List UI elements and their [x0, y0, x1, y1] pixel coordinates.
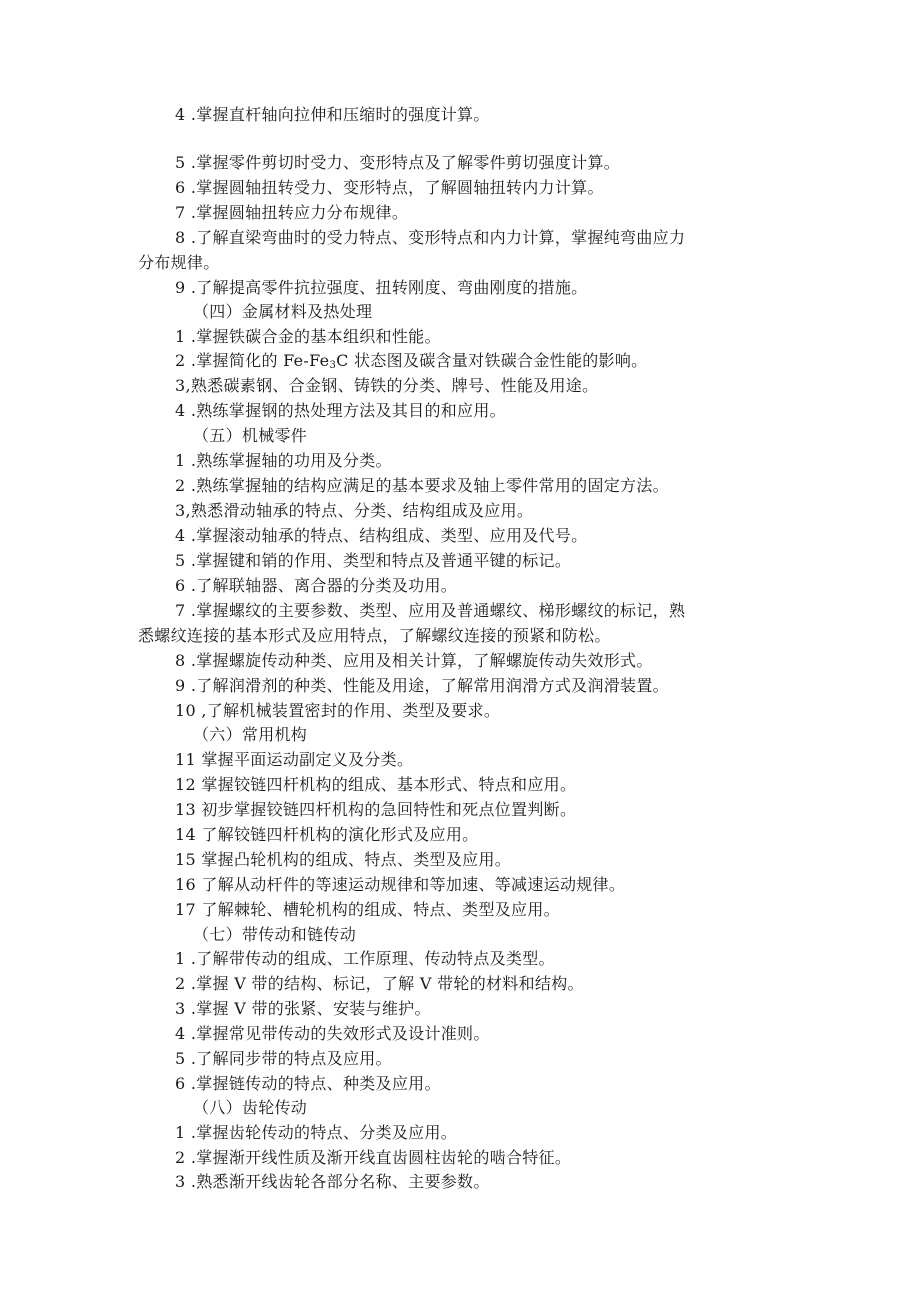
text-line: 1 .掌握铁碳合金的基本组织和性能。	[175, 327, 441, 346]
text-line: 悉螺纹连接的基本形式及应用特点，了解螺纹连接的预紧和防松。	[138, 626, 611, 645]
text-line: 4 .掌握常见带传动的失效形式及设计准则。	[175, 1024, 490, 1043]
text-line: 4 .掌握滚动轴承的特点、结构组成、类型、应用及代号。	[175, 526, 588, 545]
text-line: 5 .掌握零件剪切时受力、变形特点及了解零件剪切强度计算。	[175, 153, 621, 172]
text-line: 7 .掌握螺纹的主要参数、类型、应用及普通螺纹、梯形螺纹的标记，熟	[175, 601, 686, 620]
text-line: 7 .掌握圆轴扭转应力分布规律。	[175, 203, 409, 222]
text-line: 3 .掌握 V 带的张紧、安装与维护。	[175, 999, 431, 1018]
text-line: 9 .了解润滑剂的种类、性能及用途，了解常用润滑方式及润滑装置。	[175, 676, 669, 695]
text-line: 10 ,了解机械装置密封的作用、类型及要求。	[175, 701, 501, 720]
text-line: 5 .了解同步带的特点及应用。	[175, 1049, 392, 1068]
text-line: 4 .熟练掌握钢的热处理方法及其目的和应用。	[175, 401, 506, 420]
text-line: 2 .掌握 V 带的结构、标记，了解 V 带轮的材料和结构。	[175, 974, 584, 993]
text-line: 12 掌握铰链四杆机构的组成、基本形式、特点和应用。	[175, 775, 577, 794]
text-line: 4 .掌握直杆轴向拉伸和压缩时的强度计算。	[175, 105, 490, 124]
subscript: 3	[329, 360, 337, 371]
text-line: 13 初步掌握铰链四杆机构的急回特性和死点位置判断。	[175, 800, 577, 819]
section-heading: （四）金属材料及热处理	[193, 302, 373, 321]
section-heading: （八）齿轮传动	[193, 1098, 308, 1117]
text-line: 16 了解从动杆件的等速运动规律和等加速、等减速运动规律。	[175, 875, 626, 894]
text-line: 15 掌握凸轮机构的组成、特点、类型及应用。	[175, 850, 512, 869]
text-line: 分布规律。	[138, 253, 220, 272]
text-line: 2 .熟练掌握轴的结构应满足的基本要求及轴上零件常用的固定方法。	[175, 476, 669, 495]
text-line: 17 了解棘轮、槽轮机构的组成、特点、类型及应用。	[175, 900, 560, 919]
text-line: 6 .了解联轴器、离合器的分类及功用。	[175, 576, 458, 595]
text-line: 3,熟悉碳素钢、合金钢、铸铁的分类、牌号、性能及用途。	[175, 376, 599, 395]
text-fragment: 2 .掌握简化的 Fe-Fe	[175, 351, 330, 370]
text-line: 6 .掌握链传动的特点、种类及应用。	[175, 1074, 441, 1093]
text-line: 6 .掌握圆轴扭转受力、变形特点，了解圆轴扭转内力计算。	[175, 178, 604, 197]
text-line: 3,熟悉滑动轴承的特点、分类、结构组成及应用。	[175, 501, 534, 520]
text-line	[175, 350, 647, 372]
text-fragment: C 状态图及碳含量对铁碳合金性能的影响。	[336, 351, 648, 370]
section-heading: （七）带传动和链传动	[193, 925, 357, 944]
text-line: 11 掌握平面运动副定义及分类。	[175, 750, 414, 769]
text-line: 2 .掌握渐开线性质及渐开线直齿圆柱齿轮的啮合特征。	[175, 1148, 572, 1167]
text-line: 1 .了解带传动的组成、工作原理、传动特点及类型。	[175, 949, 555, 968]
section-heading: （五）机械零件	[193, 426, 308, 445]
text-line: 3 .熟悉渐开线齿轮各部分名称、主要参数。	[175, 1172, 490, 1191]
text-line: 1 .熟练掌握轴的功用及分类。	[175, 451, 392, 470]
text-line: 5 .掌握键和销的作用、类型和特点及普通平键的标记。	[175, 551, 572, 570]
text-line: 8 .了解直梁弯曲时的受力特点、变形特点和内力计算，掌握纯弯曲应力	[175, 228, 686, 247]
section-heading: （六）常用机构	[193, 725, 308, 744]
text-line: 14 了解铰链四杆机构的演化形式及应用。	[175, 825, 479, 844]
text-line: 9 .了解提高零件抗拉强度、扭转刚度、弯曲刚度的措施。	[175, 278, 588, 297]
text-line: 8 .掌握螺旋传动种类、应用及相关计算，了解螺旋传动失效形式。	[175, 651, 653, 670]
text-line: 1 .掌握齿轮传动的特点、分类及应用。	[175, 1123, 458, 1142]
